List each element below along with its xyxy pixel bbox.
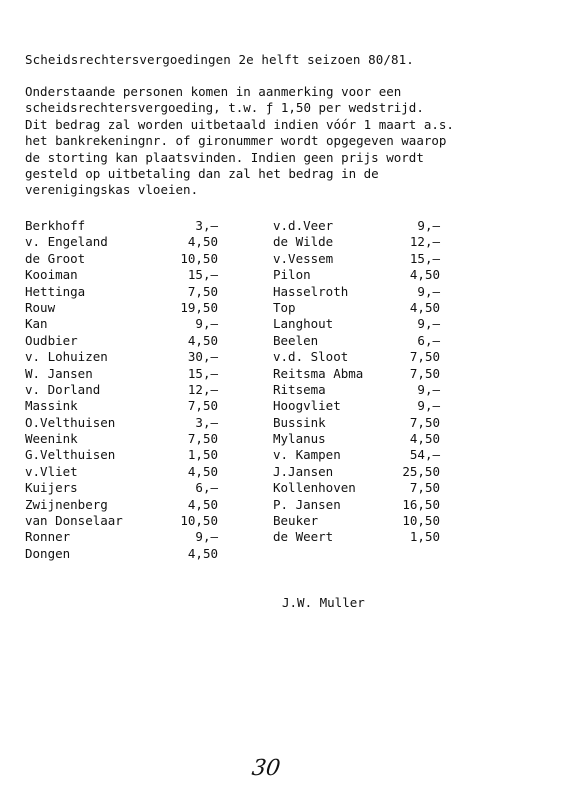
referee-name: Oudbier (25, 332, 78, 348)
referee-amount: 9,— (417, 398, 440, 414)
paragraph-line: gesteld op uitbetaling dan zal het bedrag in de (25, 166, 379, 182)
referee-name: Kollenhoven (273, 480, 356, 496)
referee-amount: 7,50 (409, 414, 440, 430)
referee-name: v. Lohuizen (25, 349, 108, 365)
referee-amount: 4,50 (409, 299, 440, 315)
referee-amount: 15,— (409, 250, 440, 266)
referee-amount: 4,50 (409, 267, 440, 283)
referee-amount: 9,— (195, 316, 218, 332)
referee-amount: 19,50 (180, 299, 218, 315)
referee-name: O.Velthuisen (25, 414, 116, 430)
referee-amount: 4,50 (187, 234, 218, 250)
referee-name: de Wilde (273, 234, 334, 250)
referee-name: v. Engeland (25, 234, 108, 250)
referee-name: Kooiman (25, 267, 78, 283)
referee-amount: 12,— (187, 381, 218, 397)
referee-amount: 4,50 (187, 496, 218, 512)
referee-amount: 4,50 (187, 332, 218, 348)
referee-name: de Weert (273, 529, 334, 545)
referee-amount: 7,50 (409, 480, 440, 496)
referee-amount: 6,— (195, 480, 218, 496)
referee-name: Hettinga (25, 283, 86, 299)
referee-name: Pilon (273, 267, 311, 283)
referee-amount: 12,— (409, 234, 440, 250)
referee-amount: 7,50 (409, 365, 440, 381)
referee-name: Kan (25, 316, 48, 332)
referee-name: Top (273, 299, 296, 315)
referee-name: v.d.Veer (273, 218, 334, 233)
referee-name: van Donselaar (25, 513, 123, 529)
referee-amount: 7,50 (409, 349, 440, 365)
referee-amount: 3,— (195, 218, 218, 233)
referee-amount: 10,50 (180, 513, 218, 529)
referee-name: v. Dorland (25, 381, 101, 397)
referee-name: Beuker (273, 513, 319, 529)
referee-name: Weenink (25, 431, 78, 447)
referee-name: Massink (25, 398, 78, 414)
referee-name: v.Vliet (25, 463, 78, 479)
referee-name: Hoogvliet (273, 398, 341, 414)
referee-name: Beelen (273, 332, 319, 348)
referee-amount: 3,— (195, 414, 218, 430)
referee-name: Mylanus (273, 431, 326, 447)
document-title: Scheidsrechtersvergoedingen 2e helft seizoen 80/81. (25, 52, 414, 67)
referee-amount: 15,— (187, 267, 218, 283)
referee-amount: 10,50 (180, 250, 218, 266)
referee-name: v. Kampen (273, 447, 341, 463)
referee-amount: 4,50 (409, 431, 440, 447)
paragraph-line: scheidsrechtersvergoeding, t.w. ƒ 1,50 per wedstrijd. (25, 100, 424, 116)
referee-amount: 7,50 (187, 398, 218, 414)
referee-amount: 10,50 (402, 513, 440, 529)
referee-name: Bussink (273, 414, 326, 430)
referee-amount: 4,50 (187, 463, 218, 479)
referee-name: J.Jansen (273, 463, 334, 479)
referee-amount: 7,50 (187, 283, 218, 299)
referee-amount: 1,50 (409, 529, 440, 545)
referee-name: v.d. Sloot (273, 349, 349, 365)
referee-amount: 9,— (417, 218, 440, 233)
referee-name: P. Jansen (273, 496, 341, 512)
referee-amount: 25,50 (402, 463, 440, 479)
referee-name: Berkhoff (25, 218, 86, 233)
referee-amount: 9,— (417, 316, 440, 332)
referee-name: Rouw (25, 299, 56, 315)
paragraph-line: Onderstaande personen komen in aanmerking voor een (25, 84, 402, 99)
intro-paragraph (25, 84, 545, 199)
referee-name: Reitsma Abma (273, 365, 364, 381)
referee-amount: 54,— (409, 447, 440, 463)
referee-amount: 4,50 (187, 545, 218, 561)
referee-name: Dongen (25, 545, 71, 561)
referee-name: Langhout (273, 316, 334, 332)
referee-name: Zwijnenberg (25, 496, 108, 512)
referee-amount: 16,50 (402, 496, 440, 512)
referee-name: Kuijers (25, 480, 78, 496)
referee-name: Ritsema (273, 381, 326, 397)
paragraph-line: verenigingskas vloeien. (25, 182, 199, 198)
referee-name: v.Vessem (273, 250, 334, 266)
referee-amount: 9,— (417, 381, 440, 397)
referee-amount: 15,— (187, 365, 218, 381)
referee-amount: 9,— (417, 283, 440, 299)
paragraph-line: Dit bedrag zal worden uitbetaald indien vóór 1 maart a.s. (25, 116, 454, 132)
referee-amount: 6,— (417, 332, 440, 348)
paragraph-line: het bankrekeningnr. of gironummer wordt opgegeven waarop (25, 133, 447, 149)
paragraph-line: de storting kan plaatsvinden. Indien geen prijs wordt (25, 149, 424, 165)
referee-name: W. Jansen (25, 365, 93, 381)
referee-name: Ronner (25, 529, 71, 545)
referee-name: de Groot (25, 250, 86, 266)
referee-name: G.Velthuisen (25, 447, 116, 463)
signature: J.W. Muller (282, 595, 365, 610)
referee-amount: 1,50 (187, 447, 218, 463)
referee-amount: 9,— (195, 529, 218, 545)
referee-amount: 7,50 (187, 431, 218, 447)
page-number: 30 (250, 756, 282, 781)
referee-name: Hasselroth (273, 283, 349, 299)
referee-amount: 30,— (187, 349, 218, 365)
